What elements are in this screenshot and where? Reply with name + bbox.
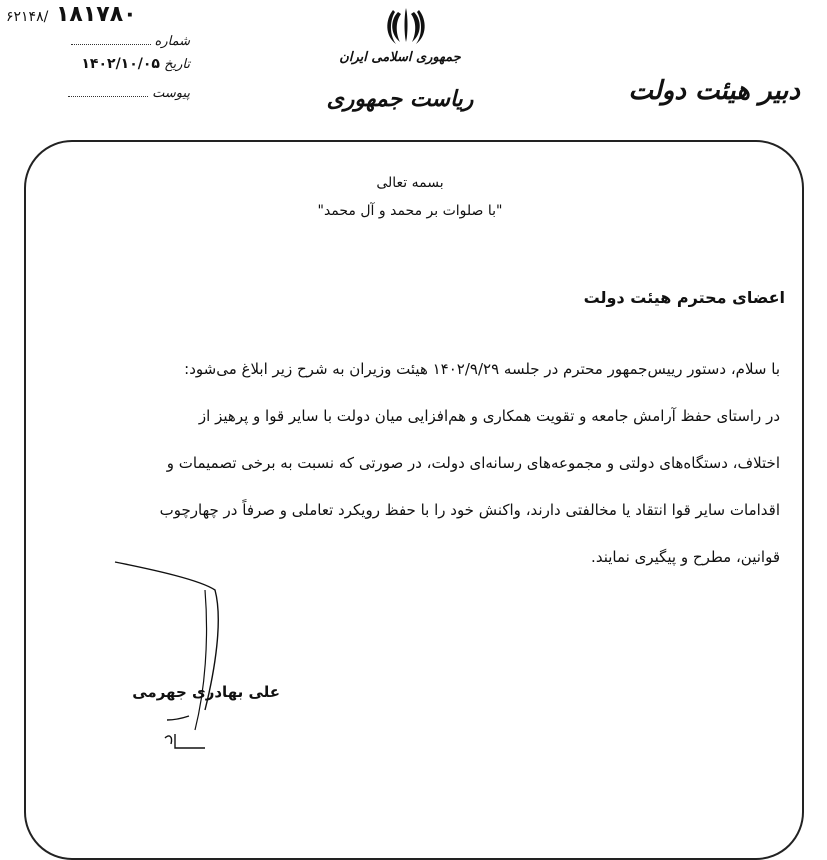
presidency-title: ریاست جمهوری — [326, 86, 474, 112]
recipient-title: اعضای محترم هیئت دولت — [583, 288, 785, 307]
number-row — [30, 34, 190, 49]
reference-prefix: ۶۲۱۴۸/ — [6, 9, 49, 25]
number-label: شماره — [154, 34, 190, 49]
body-line-2: در راستای حفظ آرامش جامعه و تقویت همکاری و هم‌افزایی میان دولت با سایر قوا و پرهیز از — [198, 407, 780, 425]
body-line-5: قوانین، مطرح و پیگیری نمایند. — [591, 548, 780, 566]
date-row — [30, 56, 190, 72]
emblem-icon — [384, 6, 428, 46]
attachment-label: پیوست — [152, 86, 190, 101]
office-title: دبیر هیئت دولت — [628, 76, 800, 106]
body-line-3: اختلاف، دستگاه‌های دولتی و مجموعه‌های رسانه‌ای دولت، در صورتی که نسبت به برخی تصمیمات و — [166, 454, 780, 472]
reference-number — [6, 2, 137, 27]
signature-scribble — [105, 560, 285, 760]
attachment-dots — [68, 86, 148, 97]
republic-title: جمهوری اسلامی ایران — [339, 50, 461, 65]
reference-main: ۱۸۱۷۸۰ — [56, 2, 137, 27]
date-label: تاریخ — [164, 57, 190, 72]
salavat: "با صلوات بر محمد و آل محمد" — [317, 203, 503, 219]
attachment-row — [30, 86, 190, 101]
body-line-1: با سلام، دستور رییس‌جمهور محترم در جلسه ۱۴۰۲/۹/۲۹ هیئت وزیران به شرح زیر ابلاغ می‌شود: — [184, 360, 780, 378]
signatory-name: علی بهادری جهرمی — [132, 683, 280, 701]
date-value: ۱۴۰۲/۱۰/۰۵ — [81, 56, 160, 72]
basmala: بسمه تعالی — [376, 175, 444, 191]
number-dots — [71, 34, 151, 45]
body-line-4: اقدامات سایر قوا انتقاد یا مخالفتی دارند، واکنش خود را با حفظ رویکرد تعاملی و صرفاً در چهارچوب — [159, 501, 780, 519]
